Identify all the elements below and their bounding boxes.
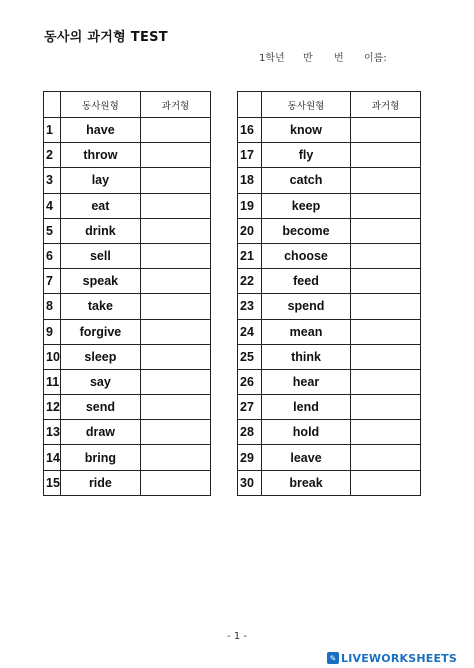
past-form-answer-cell[interactable] — [351, 118, 421, 143]
table-row — [238, 395, 421, 420]
class-label: 반 — [303, 53, 313, 64]
table-row — [44, 395, 211, 420]
table-row — [44, 269, 211, 294]
base-form-header: 동사원형 — [262, 92, 351, 118]
table-row — [44, 168, 211, 193]
past-form-answer-cell[interactable] — [351, 445, 421, 470]
base-form-cell: have — [60, 118, 140, 143]
verb-table-right — [237, 91, 421, 496]
base-form-cell: become — [262, 218, 351, 243]
base-form-cell: think — [262, 344, 351, 369]
past-form-answer-cell[interactable] — [140, 344, 210, 369]
table-row — [238, 168, 421, 193]
row-number: 24 — [238, 319, 262, 344]
table-row — [238, 470, 421, 495]
table-row — [238, 118, 421, 143]
table-row — [238, 420, 421, 445]
past-form-answer-cell[interactable] — [140, 143, 210, 168]
row-number: 2 — [44, 143, 61, 168]
base-form-cell: mean — [262, 319, 351, 344]
past-form-answer-cell[interactable] — [351, 470, 421, 495]
table-row — [238, 243, 421, 268]
past-form-answer-cell[interactable] — [351, 420, 421, 445]
table-row — [44, 470, 211, 495]
past-form-answer-cell[interactable] — [140, 193, 210, 218]
base-form-cell: fly — [262, 143, 351, 168]
past-form-answer-cell[interactable] — [351, 369, 421, 394]
past-form-answer-cell[interactable] — [140, 369, 210, 394]
base-form-cell: forgive — [60, 319, 140, 344]
base-form-cell: choose — [262, 243, 351, 268]
past-form-answer-cell[interactable] — [140, 243, 210, 268]
page-number: - 1 - — [227, 631, 247, 642]
row-number: 4 — [44, 193, 61, 218]
table-row — [44, 143, 211, 168]
base-form-cell: hold — [262, 420, 351, 445]
page-title: 동사의 과거형 TEST — [44, 30, 168, 45]
grade-label: 1학년 — [259, 53, 285, 64]
table-row — [238, 143, 421, 168]
table-row — [238, 445, 421, 470]
row-number: 25 — [238, 344, 262, 369]
table-row — [44, 344, 211, 369]
base-form-cell: speak — [60, 269, 140, 294]
base-form-cell: throw — [60, 143, 140, 168]
base-form-cell: draw — [60, 420, 140, 445]
past-form-answer-cell[interactable] — [351, 143, 421, 168]
base-form-cell: leave — [262, 445, 351, 470]
row-number: 3 — [44, 168, 61, 193]
number-header — [238, 92, 262, 118]
table-row — [44, 243, 211, 268]
row-number: 14 — [44, 445, 61, 470]
table-row — [238, 294, 421, 319]
past-form-header: 과거형 — [140, 92, 210, 118]
table-row — [44, 118, 211, 143]
row-number: 20 — [238, 218, 262, 243]
number-label: 번 — [334, 53, 344, 64]
base-form-cell: take — [60, 294, 140, 319]
base-form-cell: catch — [262, 168, 351, 193]
row-number: 18 — [238, 168, 262, 193]
verb-table-left — [43, 91, 211, 496]
row-number: 26 — [238, 369, 262, 394]
base-form-cell: eat — [60, 193, 140, 218]
past-form-answer-cell[interactable] — [140, 269, 210, 294]
base-form-cell: say — [60, 369, 140, 394]
past-form-answer-cell[interactable] — [140, 294, 210, 319]
row-number: 21 — [238, 243, 262, 268]
base-form-cell: know — [262, 118, 351, 143]
row-number: 13 — [44, 420, 61, 445]
past-form-answer-cell[interactable] — [140, 168, 210, 193]
base-form-cell: sell — [60, 243, 140, 268]
table-header-row — [44, 92, 211, 118]
table-row — [238, 193, 421, 218]
table-header-row — [238, 92, 421, 118]
row-number: 29 — [238, 445, 262, 470]
table-row — [44, 445, 211, 470]
row-number: 17 — [238, 143, 262, 168]
number-header — [44, 92, 61, 118]
table-row — [238, 218, 421, 243]
table-row — [238, 369, 421, 394]
row-number: 7 — [44, 269, 61, 294]
row-number: 9 — [44, 319, 61, 344]
base-form-cell: break — [262, 470, 351, 495]
table-row — [44, 369, 211, 394]
name-label: 이름: — [364, 53, 387, 64]
past-form-answer-cell[interactable] — [351, 294, 421, 319]
base-form-cell: lend — [262, 395, 351, 420]
table-row — [44, 319, 211, 344]
past-form-answer-cell[interactable] — [140, 218, 210, 243]
liveworksheets-icon: ✎ — [327, 652, 339, 664]
past-form-answer-cell[interactable] — [140, 395, 210, 420]
table-row — [44, 218, 211, 243]
brand-name: LIVEWORKSHEETS — [341, 651, 457, 665]
base-form-cell: feed — [262, 269, 351, 294]
past-form-answer-cell[interactable] — [140, 445, 210, 470]
base-form-cell: sleep — [60, 344, 140, 369]
base-form-cell: send — [60, 395, 140, 420]
row-number: 5 — [44, 218, 61, 243]
table-row — [238, 344, 421, 369]
past-form-answer-cell[interactable] — [351, 168, 421, 193]
past-form-answer-cell[interactable] — [351, 218, 421, 243]
student-info-line — [259, 49, 387, 64]
base-form-cell: keep — [262, 193, 351, 218]
base-form-cell: hear — [262, 369, 351, 394]
table-row — [238, 319, 421, 344]
base-form-cell: lay — [60, 168, 140, 193]
row-number: 19 — [238, 193, 262, 218]
past-form-answer-cell[interactable] — [140, 118, 210, 143]
past-form-answer-cell[interactable] — [140, 319, 210, 344]
table-row — [44, 420, 211, 445]
past-form-answer-cell[interactable] — [351, 344, 421, 369]
base-form-cell: ride — [60, 470, 140, 495]
row-number: 8 — [44, 294, 61, 319]
liveworksheets-logo — [327, 651, 457, 665]
past-form-answer-cell[interactable] — [351, 193, 421, 218]
row-number: 27 — [238, 395, 262, 420]
past-form-header: 과거형 — [351, 92, 421, 118]
row-number: 10 — [44, 344, 61, 369]
base-form-cell: spend — [262, 294, 351, 319]
base-form-cell: drink — [60, 218, 140, 243]
row-number: 22 — [238, 269, 262, 294]
past-form-answer-cell[interactable] — [351, 243, 421, 268]
row-number: 23 — [238, 294, 262, 319]
past-form-answer-cell[interactable] — [140, 470, 210, 495]
past-form-answer-cell[interactable] — [351, 269, 421, 294]
past-form-answer-cell[interactable] — [351, 319, 421, 344]
base-form-cell: bring — [60, 445, 140, 470]
row-number: 28 — [238, 420, 262, 445]
table-row — [238, 269, 421, 294]
table-row — [44, 294, 211, 319]
row-number: 6 — [44, 243, 61, 268]
row-number: 12 — [44, 395, 61, 420]
row-number: 1 — [44, 118, 61, 143]
row-number: 16 — [238, 118, 262, 143]
past-form-answer-cell[interactable] — [351, 395, 421, 420]
base-form-header: 동사원형 — [60, 92, 140, 118]
row-number: 11 — [44, 369, 61, 394]
row-number: 15 — [44, 470, 61, 495]
table-row — [44, 193, 211, 218]
past-form-answer-cell[interactable] — [140, 420, 210, 445]
row-number: 30 — [238, 470, 262, 495]
